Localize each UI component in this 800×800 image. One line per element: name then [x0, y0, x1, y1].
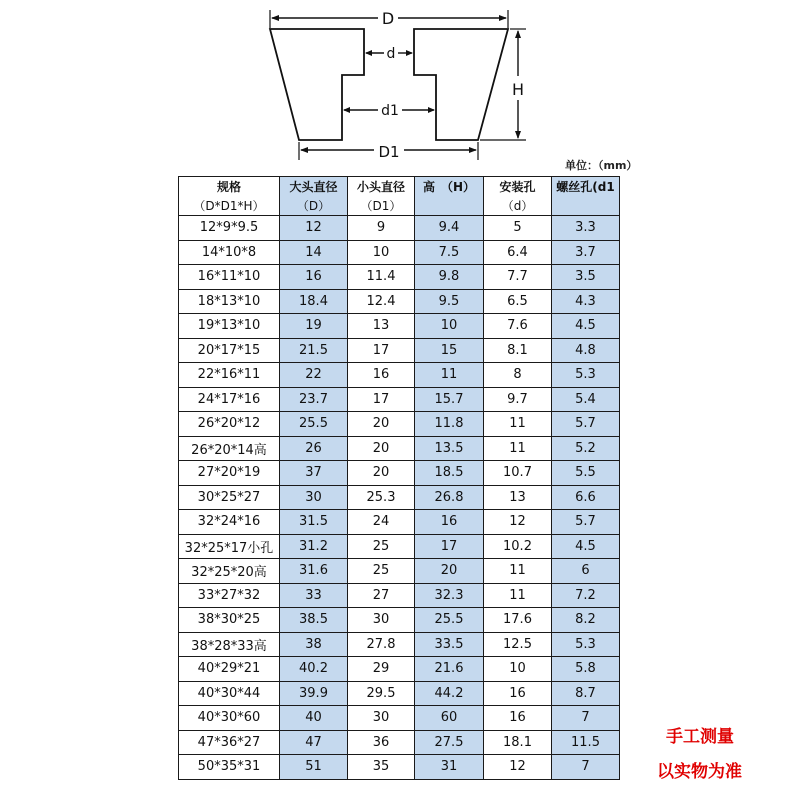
header-cell-sub: （D*D1*H）	[179, 196, 280, 216]
note-actual-product: 以实物为准	[657, 762, 742, 782]
table-cell: 13	[484, 485, 552, 510]
table-cell: 38.5	[280, 608, 348, 633]
table-cell: 11	[484, 583, 552, 608]
table-cell: 7.2	[552, 583, 620, 608]
table-cell: 12.4	[348, 289, 415, 314]
table-cell: 16	[415, 510, 484, 535]
part-outline-right	[414, 29, 508, 140]
header-cell-sub	[415, 196, 484, 216]
table-cell: 13.5	[415, 436, 484, 461]
table-cell: 10	[348, 240, 415, 265]
table-cell: 16	[484, 681, 552, 706]
table-cell: 4.5	[552, 534, 620, 559]
table-row	[179, 681, 620, 706]
table-cell: 16	[280, 265, 348, 290]
table-cell: 9.7	[484, 387, 552, 412]
table-cell: 7	[552, 706, 620, 731]
table-cell: 7.6	[484, 314, 552, 339]
table-cell: 10.2	[484, 534, 552, 559]
table-cell: 33*27*32	[179, 583, 280, 608]
table-cell: 40*30*60	[179, 706, 280, 731]
table-cell: 26	[280, 436, 348, 461]
header-cell-sub: （D）	[280, 196, 348, 216]
header-cell-sub: （D1）	[348, 196, 415, 216]
table-row	[179, 387, 620, 412]
table-cell: 9.4	[415, 216, 484, 241]
table-row	[179, 632, 620, 657]
table-cell: 40	[280, 706, 348, 731]
table-cell: 27	[348, 583, 415, 608]
dimension-diagram	[0, 0, 800, 175]
table-row	[179, 510, 620, 535]
table-cell: 38*28*33高	[179, 632, 280, 657]
table-row	[179, 338, 620, 363]
table-cell: 11	[484, 412, 552, 437]
table-cell: 38*30*25	[179, 608, 280, 633]
table-cell: 15.7	[415, 387, 484, 412]
table-cell: 31	[415, 755, 484, 780]
table-cell: 5.5	[552, 461, 620, 486]
table-cell: 27*20*19	[179, 461, 280, 486]
table-cell: 32*25*20高	[179, 559, 280, 584]
table-cell: 10.7	[484, 461, 552, 486]
table-row	[179, 216, 620, 241]
table-cell: 39.9	[280, 681, 348, 706]
table-cell: 5.7	[552, 412, 620, 437]
table-cell: 18.5	[415, 461, 484, 486]
table-cell: 7.5	[415, 240, 484, 265]
header-cell: 高 （H）	[415, 177, 484, 197]
D1-label: D1	[378, 143, 400, 161]
table-cell: 31.2	[280, 534, 348, 559]
table-cell: 12	[484, 755, 552, 780]
table-cell: 5.7	[552, 510, 620, 535]
table-cell: 22*16*11	[179, 363, 280, 388]
table-cell: 9	[348, 216, 415, 241]
table-cell: 29	[348, 657, 415, 682]
header-cell: 安装孔	[484, 177, 552, 197]
header-row	[179, 177, 620, 197]
table-cell: 25	[348, 534, 415, 559]
table-row	[179, 265, 620, 290]
table-cell: 12	[280, 216, 348, 241]
table-row	[179, 706, 620, 731]
header-cell-sub: （d）	[484, 196, 552, 216]
table-row	[179, 755, 620, 780]
table-cell: 44.2	[415, 681, 484, 706]
table-cell: 3.5	[552, 265, 620, 290]
table-cell: 29.5	[348, 681, 415, 706]
D-label: D	[381, 9, 395, 28]
table-cell: 21.6	[415, 657, 484, 682]
table-row	[179, 485, 620, 510]
table-cell: 17	[348, 338, 415, 363]
table-cell: 38	[280, 632, 348, 657]
table-row	[179, 657, 620, 682]
table-cell: 9.5	[415, 289, 484, 314]
table-cell: 50*35*31	[179, 755, 280, 780]
table-cell: 19*13*10	[179, 314, 280, 339]
table-cell: 60	[415, 706, 484, 731]
table-cell: 36	[348, 730, 415, 755]
table-cell: 20	[348, 412, 415, 437]
table-cell: 17.6	[484, 608, 552, 633]
table-row	[179, 363, 620, 388]
table-row	[179, 534, 620, 559]
d1-label: d1	[381, 103, 399, 119]
table-cell: 30	[348, 706, 415, 731]
table-cell: 8	[484, 363, 552, 388]
table-cell: 7.7	[484, 265, 552, 290]
table-cell: 9.8	[415, 265, 484, 290]
table-cell: 31.5	[280, 510, 348, 535]
table-cell: 8.7	[552, 681, 620, 706]
table-cell: 22	[280, 363, 348, 388]
table-row	[179, 730, 620, 755]
table-cell: 20*17*15	[179, 338, 280, 363]
table-row	[179, 314, 620, 339]
table-cell: 8.2	[552, 608, 620, 633]
spec-table	[178, 176, 620, 780]
table-cell: 10	[415, 314, 484, 339]
table-cell: 4.5	[552, 314, 620, 339]
table-cell: 37	[280, 461, 348, 486]
table-cell: 51	[280, 755, 348, 780]
H-label: H	[511, 80, 525, 99]
table-cell: 47*36*27	[179, 730, 280, 755]
table-cell: 16*11*10	[179, 265, 280, 290]
table-cell: 27.5	[415, 730, 484, 755]
table-cell: 6.5	[484, 289, 552, 314]
table-cell: 6	[552, 559, 620, 584]
header-cell: 规格	[179, 177, 280, 197]
table-cell: 7	[552, 755, 620, 780]
table-cell: 16	[484, 706, 552, 731]
table-cell: 32.3	[415, 583, 484, 608]
table-cell: 26*20*12	[179, 412, 280, 437]
header-cell: 螺丝孔(d1	[552, 177, 620, 197]
table-row	[179, 289, 620, 314]
table-cell: 11.4	[348, 265, 415, 290]
table-cell: 27.8	[348, 632, 415, 657]
table-cell: 20	[348, 461, 415, 486]
table-cell: 11	[484, 436, 552, 461]
table-cell: 11.8	[415, 412, 484, 437]
table-cell: 5	[484, 216, 552, 241]
table-cell: 20	[415, 559, 484, 584]
table-cell: 8.1	[484, 338, 552, 363]
header-cell: 小头直径	[348, 177, 415, 197]
table-cell: 5.3	[552, 363, 620, 388]
d-label: d	[386, 46, 396, 62]
table-cell: 13	[348, 314, 415, 339]
table-row	[179, 559, 620, 584]
table-cell: 18.1	[484, 730, 552, 755]
table-cell: 12*9*9.5	[179, 216, 280, 241]
table-cell: 12	[484, 510, 552, 535]
table-cell: 10	[484, 657, 552, 682]
table-cell: 40*30*44	[179, 681, 280, 706]
table-cell: 11	[415, 363, 484, 388]
table-cell: 16	[348, 363, 415, 388]
table-cell: 5.4	[552, 387, 620, 412]
table-cell: 19	[280, 314, 348, 339]
table-row	[179, 583, 620, 608]
table-cell: 35	[348, 755, 415, 780]
table-cell: 4.8	[552, 338, 620, 363]
table-cell: 32*24*16	[179, 510, 280, 535]
table-cell: 25.3	[348, 485, 415, 510]
header-row-sub	[179, 196, 620, 216]
table-cell: 33	[280, 583, 348, 608]
table-cell: 25	[348, 559, 415, 584]
table-cell: 40.2	[280, 657, 348, 682]
table-cell: 26.8	[415, 485, 484, 510]
table-cell: 30*25*27	[179, 485, 280, 510]
table-cell: 14	[280, 240, 348, 265]
header-cell: 大头直径	[280, 177, 348, 197]
table-cell: 25.5	[280, 412, 348, 437]
table-cell: 4.3	[552, 289, 620, 314]
table-row	[179, 461, 620, 486]
table-row	[179, 436, 620, 461]
table-cell: 11	[484, 559, 552, 584]
note-manual-measurement: 手工测量	[666, 727, 734, 747]
table-cell: 30	[280, 485, 348, 510]
table-cell: 23.7	[280, 387, 348, 412]
table-row	[179, 608, 620, 633]
table-cell: 5.8	[552, 657, 620, 682]
table-cell: 26*20*14高	[179, 436, 280, 461]
table-cell: 5.2	[552, 436, 620, 461]
table-cell: 33.5	[415, 632, 484, 657]
table-cell: 24*17*16	[179, 387, 280, 412]
table-cell: 30	[348, 608, 415, 633]
table-cell: 32*25*17小孔	[179, 534, 280, 559]
table-cell: 40*29*21	[179, 657, 280, 682]
table-cell: 14*10*8	[179, 240, 280, 265]
table-cell: 18.4	[280, 289, 348, 314]
table-cell: 6.4	[484, 240, 552, 265]
table-cell: 17	[415, 534, 484, 559]
table-cell: 12.5	[484, 632, 552, 657]
table-row	[179, 412, 620, 437]
table-cell: 18*13*10	[179, 289, 280, 314]
table-row	[179, 240, 620, 265]
unit-label: 单位：（mm）	[565, 159, 638, 172]
table-cell: 3.7	[552, 240, 620, 265]
table-cell: 3.3	[552, 216, 620, 241]
part-outline-left	[270, 29, 364, 140]
table-cell: 21.5	[280, 338, 348, 363]
table-cell: 11.5	[552, 730, 620, 755]
table-cell: 5.3	[552, 632, 620, 657]
table-cell: 24	[348, 510, 415, 535]
table-cell: 31.6	[280, 559, 348, 584]
table-cell: 20	[348, 436, 415, 461]
table-cell: 47	[280, 730, 348, 755]
table-cell: 15	[415, 338, 484, 363]
table-cell: 25.5	[415, 608, 484, 633]
table-cell: 6.6	[552, 485, 620, 510]
header-cell-sub	[552, 196, 620, 216]
table-cell: 17	[348, 387, 415, 412]
